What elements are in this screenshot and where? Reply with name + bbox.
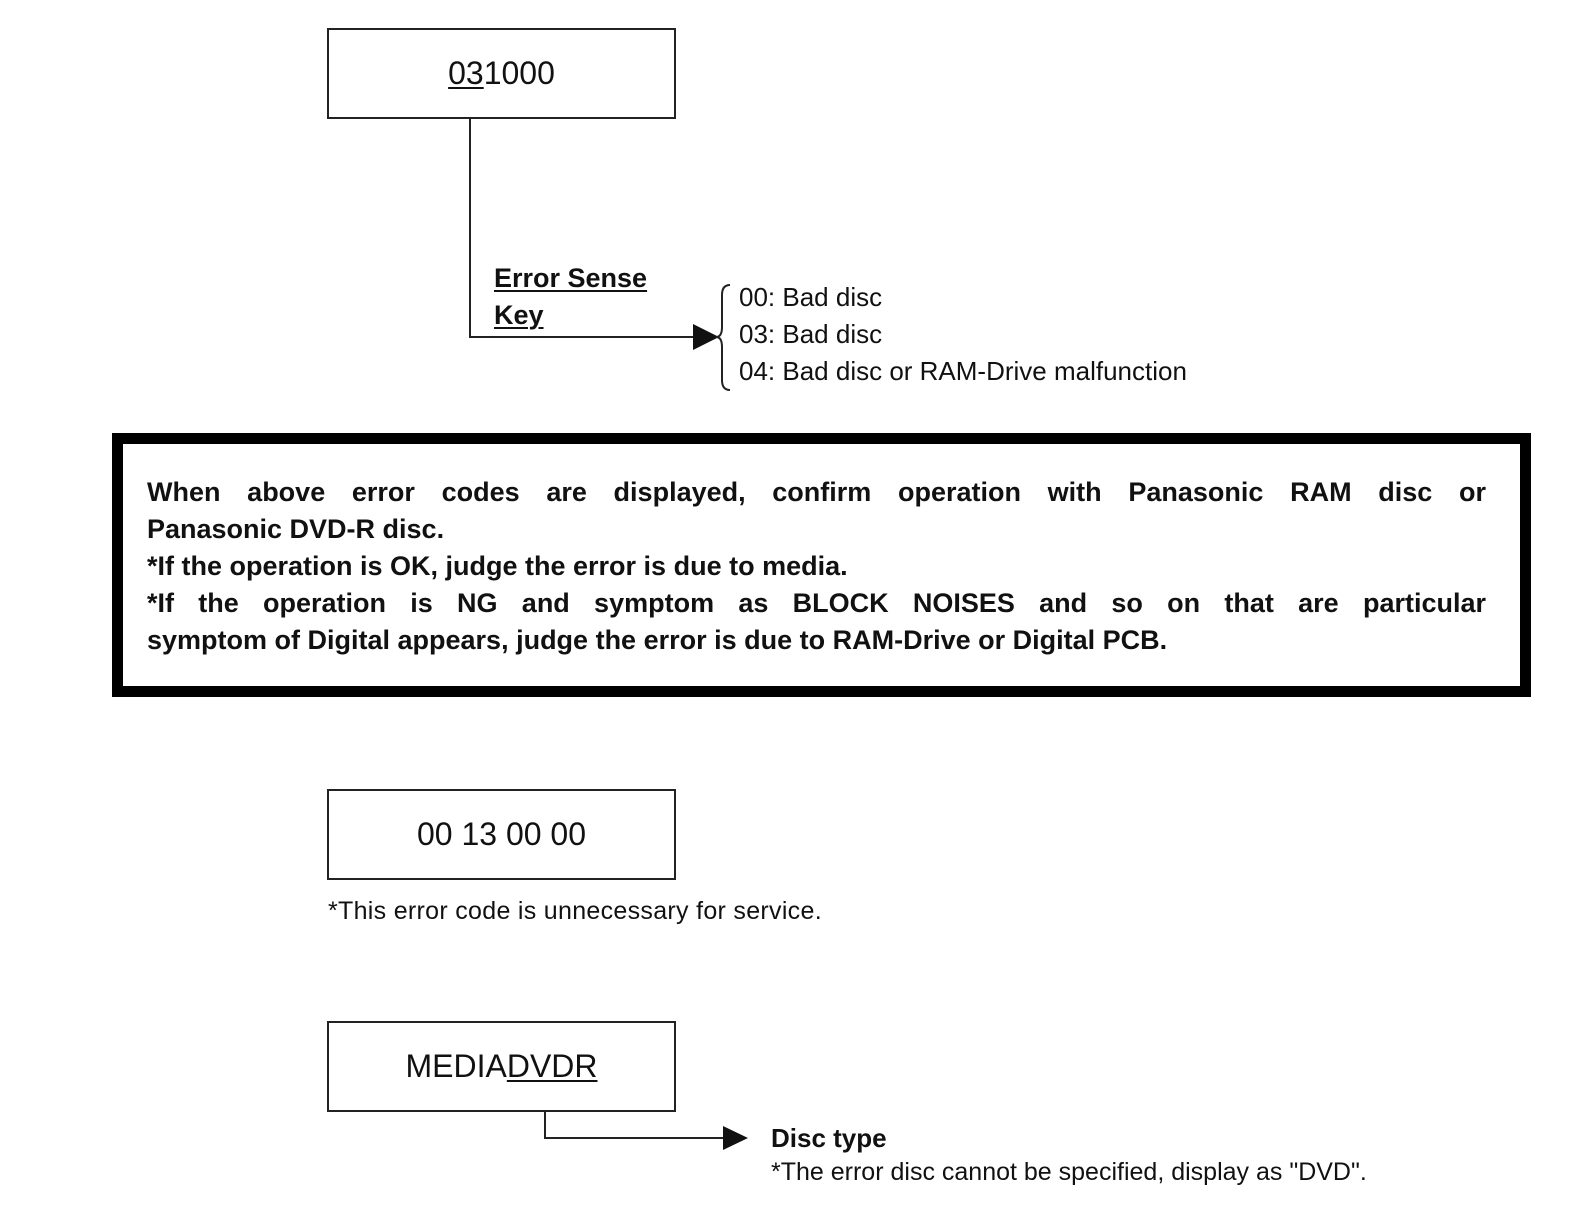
error-code-prefix: 03 (448, 55, 484, 91)
disc-type-arrowhead (723, 1126, 748, 1150)
disc-type-note: *The error disc cannot be specified, display as "DVD". (771, 1158, 1367, 1186)
error-code-rest: 1000 (483, 55, 555, 91)
notice-box (112, 433, 1531, 697)
notice-box-inner (121, 442, 1522, 688)
media-code-disc: DVDR (506, 1048, 598, 1084)
list-item: 00: Bad disc (739, 282, 883, 312)
media-code-prefix: MEDIA (405, 1048, 507, 1084)
error-sense-label-line1: Error Sense (494, 263, 648, 293)
disc-type-label: Disc type (771, 1123, 887, 1153)
error-code-box-2 (327, 789, 676, 880)
notice-line-4: *If the operation is NG and symptom as BLOCK NOISES and so on that are particular (147, 588, 1486, 618)
media-code-box (327, 1021, 676, 1112)
list-item: 04: Bad disc or RAM-Drive malfunction (739, 356, 1187, 386)
notice-line-3: *If the operation is OK, judge the error is due to media. (147, 551, 848, 581)
error-code-2: 00 13 00 00 (416, 816, 587, 852)
error-sense-list (739, 279, 1187, 390)
error-sense-arrowhead (693, 324, 719, 350)
notice-line-2: Panasonic DVD-R disc. (147, 514, 445, 544)
notice-line-1: When above error codes are displayed, confirm operation with Panasonic RAM disc or (147, 477, 1486, 507)
error-code-box-1 (327, 28, 676, 119)
list-item: 03: Bad disc (739, 319, 883, 349)
error-sense-label-line2: Key (494, 300, 544, 330)
items-brace (716, 285, 730, 390)
error-code-2-note: *This error code is unnecessary for service. (328, 897, 822, 925)
notice-line-5: symptom of Digital appears, judge the error is due to RAM-Drive or Digital PCB. (147, 625, 1168, 655)
